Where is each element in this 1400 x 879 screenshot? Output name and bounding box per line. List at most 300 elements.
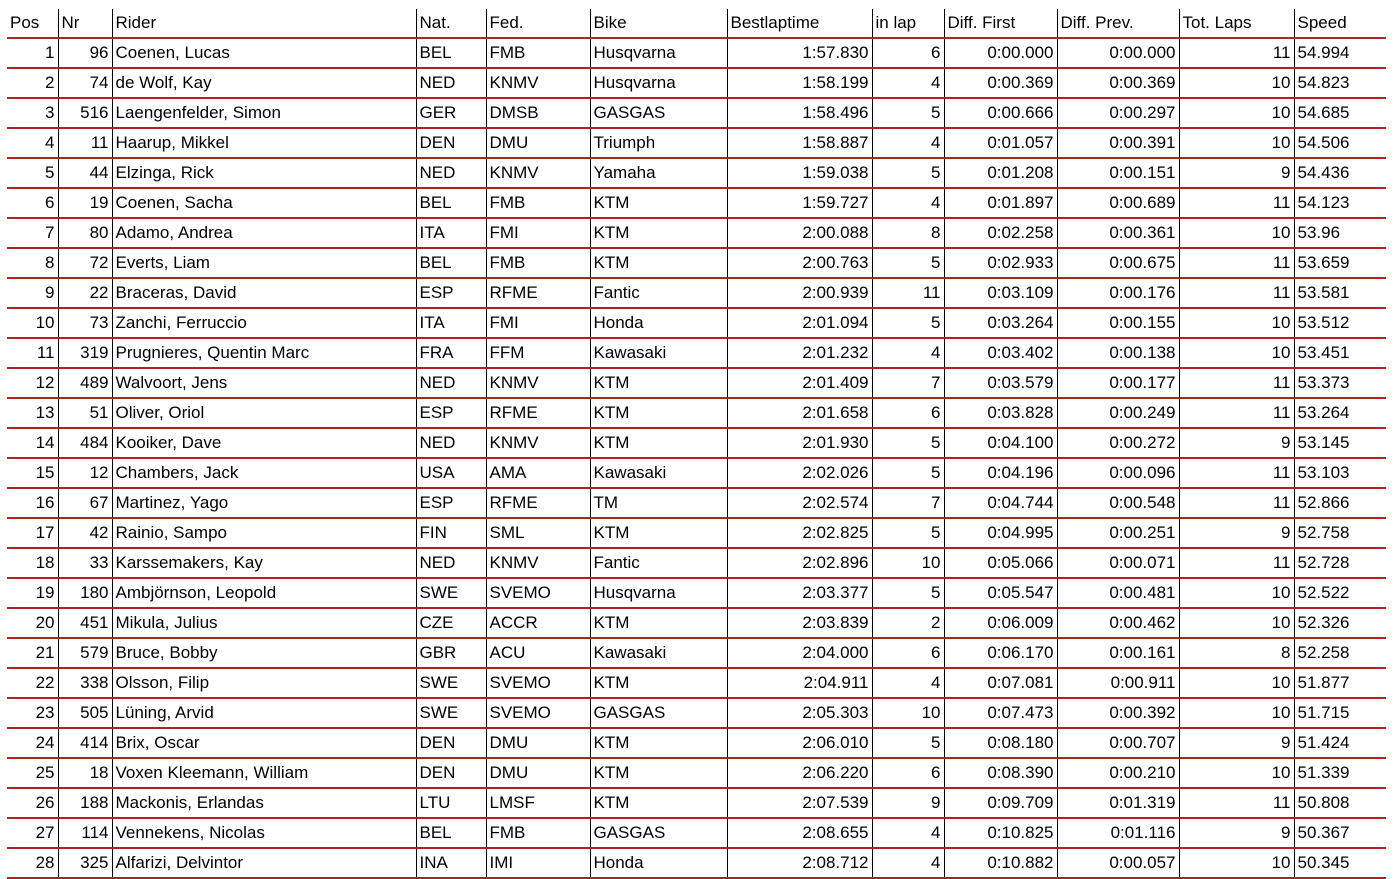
cell-diff-first: 0:04.196: [944, 458, 1057, 488]
cell-diff-prev: 0:00.177: [1057, 368, 1179, 398]
cell-in-lap: 8: [872, 218, 944, 248]
cell-tot-laps: 9: [1179, 158, 1294, 188]
cell-tot-laps: 11: [1179, 788, 1294, 818]
cell-bike: KTM: [590, 608, 727, 638]
cell-nr: 67: [58, 488, 112, 518]
cell-fed: RFME: [486, 398, 590, 428]
cell-rider: Braceras, David: [112, 278, 416, 308]
cell-bestlaptime: 2:02.825: [727, 518, 872, 548]
cell-pos: 25: [7, 758, 58, 788]
cell-in-lap: 6: [872, 758, 944, 788]
cell-diff-prev: 0:00.155: [1057, 308, 1179, 338]
cell-bike: GASGAS: [590, 98, 727, 128]
cell-diff-first: 0:04.995: [944, 518, 1057, 548]
cell-diff-first: 0:02.933: [944, 248, 1057, 278]
cell-bestlaptime: 2:00.763: [727, 248, 872, 278]
cell-nr: 80: [58, 218, 112, 248]
table-row: [7, 248, 1386, 278]
cell-tot-laps: 10: [1179, 758, 1294, 788]
cell-bike: Husqvarna: [590, 68, 727, 98]
cell-speed: 53.659: [1294, 248, 1386, 278]
cell-nat: DEN: [416, 128, 486, 158]
cell-speed: 50.345: [1294, 848, 1386, 878]
cell-fed: RFME: [486, 278, 590, 308]
cell-in-lap: 5: [872, 158, 944, 188]
column-header-bestlaptime: Bestlaptime: [727, 9, 872, 38]
cell-fed: AMA: [486, 458, 590, 488]
table-row: [7, 788, 1386, 818]
cell-bestlaptime: 2:03.377: [727, 578, 872, 608]
table-row: [7, 668, 1386, 698]
cell-fed: DMU: [486, 128, 590, 158]
cell-bike: KTM: [590, 428, 727, 458]
cell-bestlaptime: 2:00.939: [727, 278, 872, 308]
cell-in-lap: 6: [872, 638, 944, 668]
cell-nat: BEL: [416, 188, 486, 218]
results-table: [7, 9, 1386, 879]
cell-bestlaptime: 2:06.010: [727, 728, 872, 758]
cell-fed: ACU: [486, 638, 590, 668]
cell-pos: 22: [7, 668, 58, 698]
cell-diff-first: 0:07.081: [944, 668, 1057, 698]
cell-fed: FMB: [486, 188, 590, 218]
cell-bike: KTM: [590, 758, 727, 788]
cell-in-lap: 2: [872, 608, 944, 638]
cell-rider: Zanchi, Ferruccio: [112, 308, 416, 338]
cell-nr: 484: [58, 428, 112, 458]
cell-tot-laps: 10: [1179, 218, 1294, 248]
cell-diff-first: 0:01.897: [944, 188, 1057, 218]
cell-bike: GASGAS: [590, 698, 727, 728]
cell-bestlaptime: 1:58.887: [727, 128, 872, 158]
cell-nat: NED: [416, 68, 486, 98]
cell-bike: KTM: [590, 248, 727, 278]
cell-bike: Husqvarna: [590, 38, 727, 68]
cell-diff-prev: 0:00.361: [1057, 218, 1179, 248]
table-row: [7, 98, 1386, 128]
cell-bestlaptime: 1:58.496: [727, 98, 872, 128]
cell-diff-first: 0:08.390: [944, 758, 1057, 788]
cell-diff-first: 0:00.666: [944, 98, 1057, 128]
cell-bike: Kawasaki: [590, 338, 727, 368]
cell-speed: 54.823: [1294, 68, 1386, 98]
cell-fed: IMI: [486, 848, 590, 878]
cell-diff-prev: 0:00.161: [1057, 638, 1179, 668]
table-row: [7, 128, 1386, 158]
cell-pos: 7: [7, 218, 58, 248]
cell-pos: 14: [7, 428, 58, 458]
cell-nat: ESP: [416, 278, 486, 308]
table-header: [7, 9, 1386, 38]
cell-pos: 24: [7, 728, 58, 758]
cell-in-lap: 6: [872, 398, 944, 428]
cell-nat: BEL: [416, 38, 486, 68]
cell-nr: 19: [58, 188, 112, 218]
cell-diff-prev: 0:00.911: [1057, 668, 1179, 698]
table-row: [7, 188, 1386, 218]
table-row: [7, 218, 1386, 248]
cell-speed: 51.339: [1294, 758, 1386, 788]
cell-fed: FMI: [486, 218, 590, 248]
cell-diff-first: 0:06.009: [944, 608, 1057, 638]
column-header-fed: Fed.: [486, 9, 590, 38]
cell-tot-laps: 10: [1179, 608, 1294, 638]
cell-bestlaptime: 2:02.896: [727, 548, 872, 578]
cell-tot-laps: 8: [1179, 638, 1294, 668]
cell-speed: 53.264: [1294, 398, 1386, 428]
cell-speed: 50.367: [1294, 818, 1386, 848]
cell-bestlaptime: 2:03.839: [727, 608, 872, 638]
cell-speed: 53.373: [1294, 368, 1386, 398]
cell-in-lap: 4: [872, 128, 944, 158]
cell-tot-laps: 9: [1179, 518, 1294, 548]
cell-pos: 1: [7, 38, 58, 68]
cell-speed: 53.96: [1294, 218, 1386, 248]
cell-fed: RFME: [486, 488, 590, 518]
cell-bike: KTM: [590, 218, 727, 248]
table-row: [7, 338, 1386, 368]
cell-rider: Everts, Liam: [112, 248, 416, 278]
cell-rider: Adamo, Andrea: [112, 218, 416, 248]
cell-nr: 451: [58, 608, 112, 638]
cell-diff-first: 0:09.709: [944, 788, 1057, 818]
cell-bestlaptime: 2:04.911: [727, 668, 872, 698]
cell-rider: Laengenfelder, Simon: [112, 98, 416, 128]
table-row: [7, 758, 1386, 788]
cell-pos: 8: [7, 248, 58, 278]
cell-diff-prev: 0:01.319: [1057, 788, 1179, 818]
column-header-tot-laps: Tot. Laps: [1179, 9, 1294, 38]
cell-speed: 51.715: [1294, 698, 1386, 728]
table-row: [7, 548, 1386, 578]
cell-fed: KNMV: [486, 158, 590, 188]
cell-nr: 325: [58, 848, 112, 878]
cell-diff-first: 0:02.258: [944, 218, 1057, 248]
cell-fed: SVEMO: [486, 698, 590, 728]
cell-diff-prev: 0:00.689: [1057, 188, 1179, 218]
cell-diff-prev: 0:00.000: [1057, 38, 1179, 68]
cell-nr: 180: [58, 578, 112, 608]
cell-bike: Honda: [590, 308, 727, 338]
cell-nat: NED: [416, 368, 486, 398]
cell-diff-prev: 0:00.481: [1057, 578, 1179, 608]
cell-in-lap: 5: [872, 518, 944, 548]
cell-nr: 188: [58, 788, 112, 818]
cell-nat: ESP: [416, 398, 486, 428]
cell-in-lap: 4: [872, 848, 944, 878]
cell-nr: 72: [58, 248, 112, 278]
cell-nr: 51: [58, 398, 112, 428]
cell-diff-first: 0:03.109: [944, 278, 1057, 308]
cell-tot-laps: 10: [1179, 98, 1294, 128]
table-row: [7, 158, 1386, 188]
cell-fed: SVEMO: [486, 578, 590, 608]
cell-bike: KTM: [590, 398, 727, 428]
cell-tot-laps: 10: [1179, 128, 1294, 158]
header-row: [7, 9, 1386, 38]
cell-rider: Voxen Kleemann, William: [112, 758, 416, 788]
cell-rider: Karssemakers, Kay: [112, 548, 416, 578]
table-row: [7, 638, 1386, 668]
cell-tot-laps: 11: [1179, 188, 1294, 218]
cell-pos: 16: [7, 488, 58, 518]
cell-nr: 516: [58, 98, 112, 128]
cell-rider: Lüning, Arvid: [112, 698, 416, 728]
cell-in-lap: 4: [872, 668, 944, 698]
cell-nat: ITA: [416, 308, 486, 338]
cell-bike: KTM: [590, 788, 727, 818]
cell-nr: 96: [58, 38, 112, 68]
cell-bestlaptime: 2:01.930: [727, 428, 872, 458]
cell-tot-laps: 10: [1179, 848, 1294, 878]
column-header-nr: Nr: [58, 9, 112, 38]
cell-bike: Triumph: [590, 128, 727, 158]
cell-diff-prev: 0:00.251: [1057, 518, 1179, 548]
cell-pos: 15: [7, 458, 58, 488]
cell-speed: 53.581: [1294, 278, 1386, 308]
cell-nat: INA: [416, 848, 486, 878]
cell-rider: Haarup, Mikkel: [112, 128, 416, 158]
cell-in-lap: 5: [872, 458, 944, 488]
cell-nr: 11: [58, 128, 112, 158]
cell-bike: Kawasaki: [590, 638, 727, 668]
cell-nr: 489: [58, 368, 112, 398]
cell-pos: 21: [7, 638, 58, 668]
cell-bestlaptime: 2:01.409: [727, 368, 872, 398]
cell-speed: 54.436: [1294, 158, 1386, 188]
cell-tot-laps: 11: [1179, 278, 1294, 308]
cell-fed: ACCR: [486, 608, 590, 638]
cell-diff-prev: 0:00.391: [1057, 128, 1179, 158]
table-row: [7, 428, 1386, 458]
cell-tot-laps: 11: [1179, 248, 1294, 278]
cell-pos: 19: [7, 578, 58, 608]
cell-diff-prev: 0:00.210: [1057, 758, 1179, 788]
cell-tot-laps: 11: [1179, 38, 1294, 68]
cell-bestlaptime: 2:06.220: [727, 758, 872, 788]
cell-nat: GBR: [416, 638, 486, 668]
cell-pos: 27: [7, 818, 58, 848]
table-row: [7, 518, 1386, 548]
cell-tot-laps: 11: [1179, 548, 1294, 578]
table-row: [7, 488, 1386, 518]
cell-diff-prev: 0:00.151: [1057, 158, 1179, 188]
table-row: [7, 698, 1386, 728]
cell-fed: LMSF: [486, 788, 590, 818]
cell-nr: 73: [58, 308, 112, 338]
cell-nr: 114: [58, 818, 112, 848]
cell-nat: ITA: [416, 218, 486, 248]
cell-rider: Walvoort, Jens: [112, 368, 416, 398]
cell-diff-prev: 0:00.297: [1057, 98, 1179, 128]
cell-tot-laps: 9: [1179, 818, 1294, 848]
cell-tot-laps: 11: [1179, 488, 1294, 518]
table-row: [7, 728, 1386, 758]
cell-bestlaptime: 2:00.088: [727, 218, 872, 248]
cell-bike: Fantic: [590, 278, 727, 308]
cell-diff-first: 0:05.547: [944, 578, 1057, 608]
cell-speed: 52.326: [1294, 608, 1386, 638]
cell-pos: 6: [7, 188, 58, 218]
cell-bike: KTM: [590, 188, 727, 218]
cell-speed: 53.451: [1294, 338, 1386, 368]
cell-diff-first: 0:00.000: [944, 38, 1057, 68]
cell-bike: KTM: [590, 518, 727, 548]
cell-in-lap: 6: [872, 38, 944, 68]
cell-nat: LTU: [416, 788, 486, 818]
cell-nr: 33: [58, 548, 112, 578]
column-header-in-lap: in lap: [872, 9, 944, 38]
cell-nat: NED: [416, 428, 486, 458]
table-row: [7, 308, 1386, 338]
cell-bestlaptime: 1:59.727: [727, 188, 872, 218]
cell-in-lap: 4: [872, 338, 944, 368]
cell-bike: KTM: [590, 368, 727, 398]
cell-bike: Yamaha: [590, 158, 727, 188]
cell-bestlaptime: 2:05.303: [727, 698, 872, 728]
cell-nat: USA: [416, 458, 486, 488]
cell-speed: 52.258: [1294, 638, 1386, 668]
cell-bike: Honda: [590, 848, 727, 878]
cell-diff-prev: 0:00.176: [1057, 278, 1179, 308]
cell-tot-laps: 11: [1179, 458, 1294, 488]
cell-diff-first: 0:01.208: [944, 158, 1057, 188]
cell-nr: 42: [58, 518, 112, 548]
cell-pos: 11: [7, 338, 58, 368]
cell-rider: Coenen, Sacha: [112, 188, 416, 218]
cell-pos: 28: [7, 848, 58, 878]
table-row: [7, 578, 1386, 608]
cell-pos: 23: [7, 698, 58, 728]
cell-speed: 50.808: [1294, 788, 1386, 818]
cell-bestlaptime: 2:08.655: [727, 818, 872, 848]
cell-rider: Vennekens, Nicolas: [112, 818, 416, 848]
cell-nat: NED: [416, 158, 486, 188]
cell-in-lap: 7: [872, 368, 944, 398]
cell-pos: 3: [7, 98, 58, 128]
cell-speed: 53.103: [1294, 458, 1386, 488]
cell-nat: DEN: [416, 758, 486, 788]
cell-speed: 52.866: [1294, 488, 1386, 518]
cell-diff-prev: 0:00.462: [1057, 608, 1179, 638]
cell-fed: DMSB: [486, 98, 590, 128]
cell-bestlaptime: 1:57.830: [727, 38, 872, 68]
cell-tot-laps: 10: [1179, 338, 1294, 368]
column-header-speed: Speed: [1294, 9, 1386, 38]
cell-bike: GASGAS: [590, 818, 727, 848]
cell-nr: 74: [58, 68, 112, 98]
cell-bestlaptime: 1:58.199: [727, 68, 872, 98]
cell-pos: 18: [7, 548, 58, 578]
cell-rider: Prugnieres, Quentin Marc: [112, 338, 416, 368]
cell-diff-prev: 0:00.675: [1057, 248, 1179, 278]
cell-diff-prev: 0:00.138: [1057, 338, 1179, 368]
cell-bike: KTM: [590, 728, 727, 758]
column-header-diff-first: Diff. First: [944, 9, 1057, 38]
cell-in-lap: 5: [872, 98, 944, 128]
cell-fed: FMB: [486, 818, 590, 848]
cell-pos: 17: [7, 518, 58, 548]
cell-bestlaptime: 2:08.712: [727, 848, 872, 878]
cell-bestlaptime: 2:02.026: [727, 458, 872, 488]
cell-nr: 12: [58, 458, 112, 488]
cell-nat: NED: [416, 548, 486, 578]
cell-nat: CZE: [416, 608, 486, 638]
cell-diff-first: 0:04.744: [944, 488, 1057, 518]
cell-rider: Rainio, Sampo: [112, 518, 416, 548]
cell-bike: Kawasaki: [590, 458, 727, 488]
cell-bestlaptime: 2:01.658: [727, 398, 872, 428]
cell-in-lap: 11: [872, 278, 944, 308]
cell-speed: 51.877: [1294, 668, 1386, 698]
cell-bestlaptime: 2:01.232: [727, 338, 872, 368]
cell-nat: FIN: [416, 518, 486, 548]
cell-speed: 54.506: [1294, 128, 1386, 158]
table-row: [7, 848, 1386, 878]
cell-tot-laps: 10: [1179, 668, 1294, 698]
cell-bestlaptime: 2:02.574: [727, 488, 872, 518]
cell-pos: 9: [7, 278, 58, 308]
cell-rider: de Wolf, Kay: [112, 68, 416, 98]
cell-bike: Fantic: [590, 548, 727, 578]
cell-diff-first: 0:03.264: [944, 308, 1057, 338]
cell-diff-first: 0:10.825: [944, 818, 1057, 848]
cell-rider: Mackonis, Erlandas: [112, 788, 416, 818]
cell-speed: 53.512: [1294, 308, 1386, 338]
cell-bestlaptime: 2:04.000: [727, 638, 872, 668]
cell-pos: 20: [7, 608, 58, 638]
cell-bike: Husqvarna: [590, 578, 727, 608]
cell-rider: Oliver, Oriol: [112, 398, 416, 428]
cell-in-lap: 4: [872, 818, 944, 848]
cell-nat: DEN: [416, 728, 486, 758]
cell-diff-first: 0:04.100: [944, 428, 1057, 458]
cell-nat: FRA: [416, 338, 486, 368]
cell-in-lap: 5: [872, 428, 944, 458]
cell-diff-first: 0:03.579: [944, 368, 1057, 398]
cell-fed: FMI: [486, 308, 590, 338]
cell-bestlaptime: 1:59.038: [727, 158, 872, 188]
cell-diff-first: 0:08.180: [944, 728, 1057, 758]
cell-diff-first: 0:05.066: [944, 548, 1057, 578]
cell-speed: 52.728: [1294, 548, 1386, 578]
cell-bestlaptime: 2:07.539: [727, 788, 872, 818]
cell-rider: Chambers, Jack: [112, 458, 416, 488]
cell-nr: 18: [58, 758, 112, 788]
cell-diff-first: 0:10.882: [944, 848, 1057, 878]
cell-nr: 505: [58, 698, 112, 728]
cell-pos: 5: [7, 158, 58, 188]
cell-diff-prev: 0:00.548: [1057, 488, 1179, 518]
cell-fed: FMB: [486, 38, 590, 68]
cell-pos: 12: [7, 368, 58, 398]
cell-speed: 52.522: [1294, 578, 1386, 608]
cell-tot-laps: 10: [1179, 578, 1294, 608]
cell-nat: SWE: [416, 698, 486, 728]
table-row: [7, 368, 1386, 398]
table-body: [7, 38, 1386, 878]
cell-tot-laps: 11: [1179, 398, 1294, 428]
cell-pos: 2: [7, 68, 58, 98]
cell-fed: KNMV: [486, 548, 590, 578]
cell-bike: TM: [590, 488, 727, 518]
column-header-rider: Rider: [112, 9, 416, 38]
table-row: [7, 278, 1386, 308]
cell-nat: GER: [416, 98, 486, 128]
cell-speed: 54.685: [1294, 98, 1386, 128]
cell-pos: 4: [7, 128, 58, 158]
cell-speed: 53.145: [1294, 428, 1386, 458]
